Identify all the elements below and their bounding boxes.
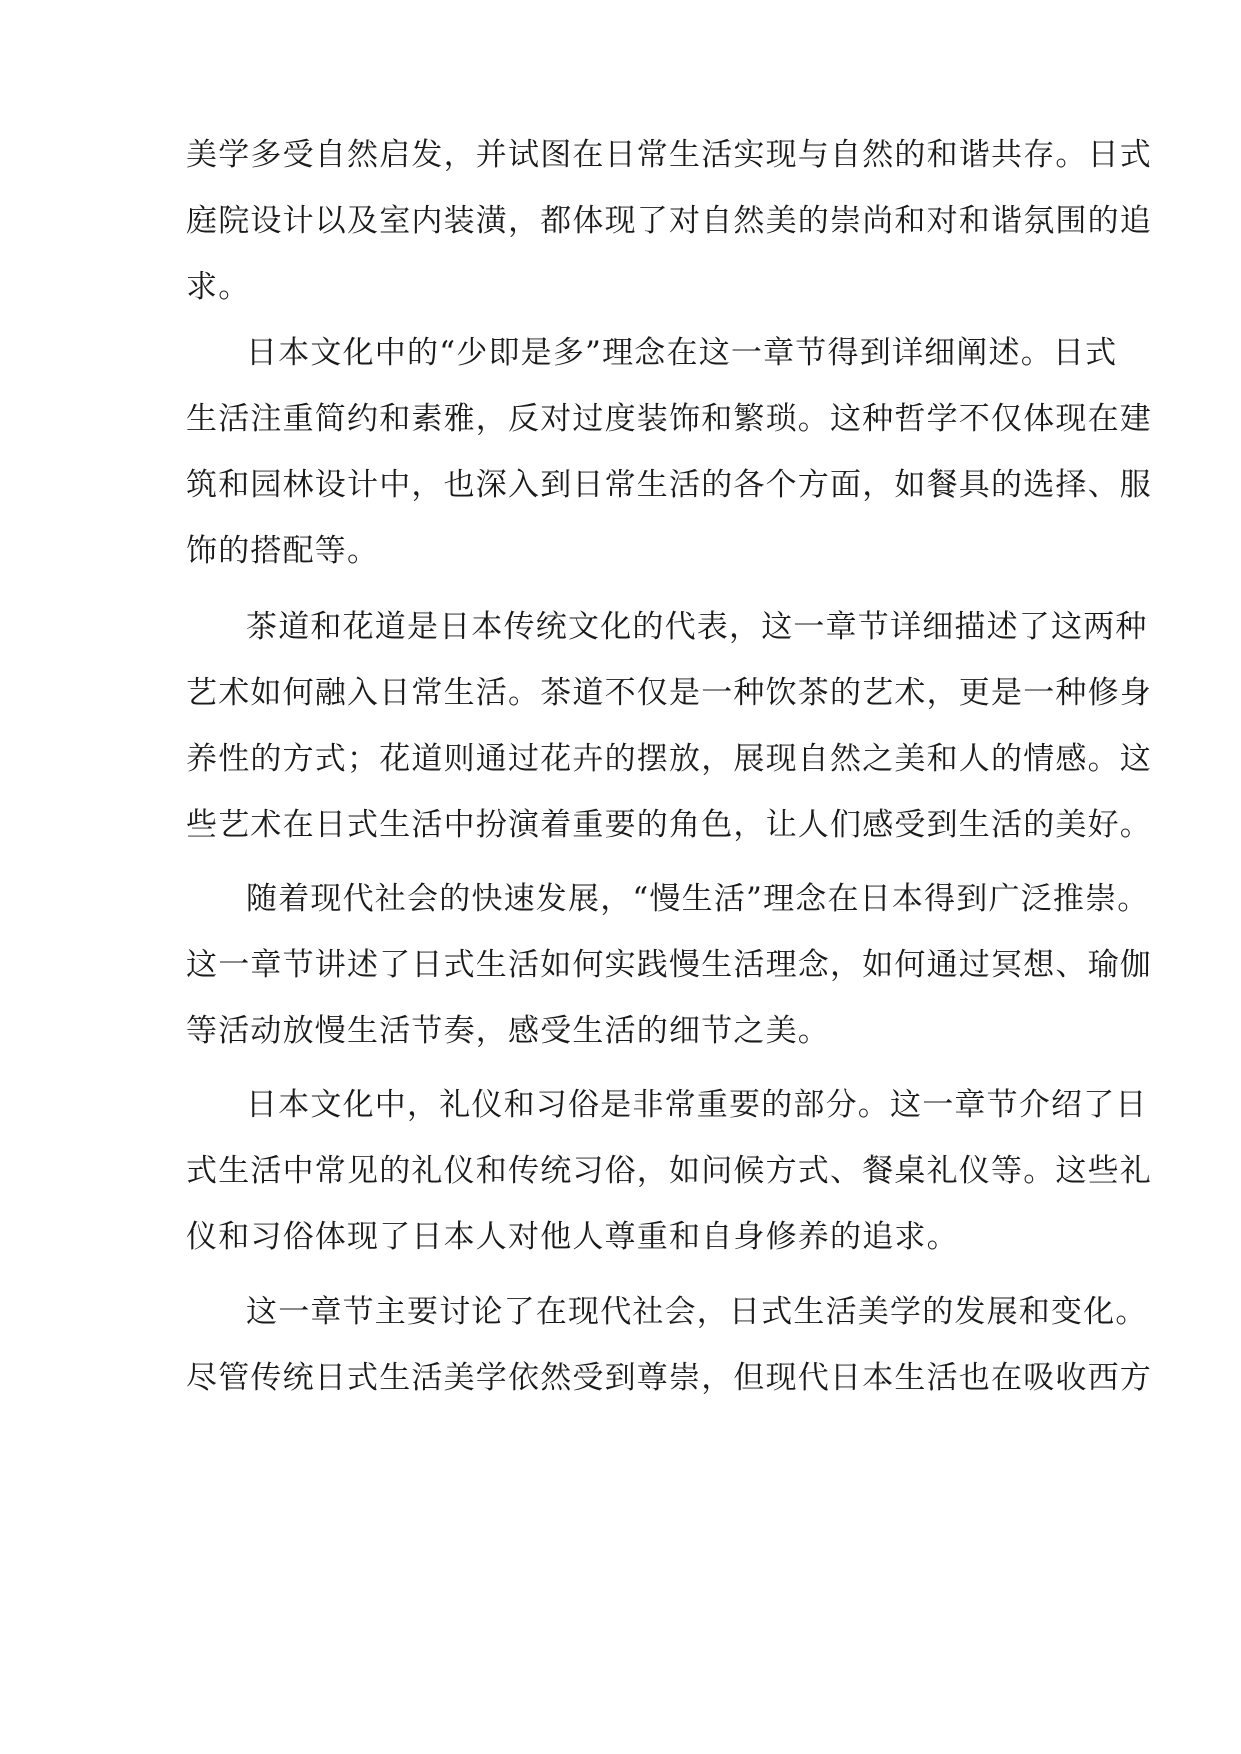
text-line: 筑和园林设计中，也深入到日常生活的各个方面，如餐具的选择、服	[186, 467, 1152, 503]
paragraph-first-line: 日本文化中，礼仪和习俗是非常重要的部分。这一章节介绍了日	[246, 1087, 1148, 1123]
text-line: 等活动放慢生活节奏，感受生活的细节之美。	[186, 1013, 830, 1049]
text-line: 养性的方式；花道则通过花卉的摆放，展现自然之美和人的情感。这	[186, 741, 1152, 777]
text-line: 式生活中常见的礼仪和传统习俗，如问候方式、餐桌礼仪等。这些礼	[186, 1153, 1152, 1189]
text-line: 饰的搭配等。	[186, 533, 380, 569]
text-line: 这一章节讲述了日式生活如何实践慢生活理念，如何通过冥想、瑜伽	[186, 947, 1152, 983]
text-line: 美学多受自然启发，并试图在日常生活实现与自然的和谐共存。日式	[186, 137, 1152, 173]
text-line: 艺术如何融入日常生活。茶道不仅是一种饮茶的艺术，更是一种修身	[186, 675, 1152, 711]
text-line: 庭院设计以及室内装潢，都体现了对自然美的崇尚和对和谐氛围的追	[186, 203, 1152, 239]
paragraph-first-line: 这一章节主要讨论了在现代社会，日式生活美学的发展和变化。	[246, 1294, 1148, 1330]
text-line: 生活注重简约和素雅，反对过度装饰和繁琐。这种哲学不仅体现在建	[186, 401, 1152, 437]
text-line: 求。	[186, 269, 251, 305]
paragraph-first-line: 茶道和花道是日本传统文化的代表，这一章节详细描述了这两种	[246, 609, 1148, 645]
text-line: 仪和习俗体现了日本人对他人尊重和自身修养的追求。	[186, 1219, 959, 1255]
paragraph-first-line: 日本文化中的“少即是多”理念在这一章节得到详细阐述。日式	[246, 335, 1118, 371]
text-line: 尽管传统日式生活美学依然受到尊崇，但现代日本生活也在吸收西方	[186, 1360, 1152, 1396]
paragraph-first-line: 随着现代社会的快速发展，“慢生活”理念在日本得到广泛推崇。	[246, 881, 1150, 917]
text-line: 些艺术在日式生活中扮演着重要的角色，让人们感受到生活的美好。	[186, 807, 1152, 843]
